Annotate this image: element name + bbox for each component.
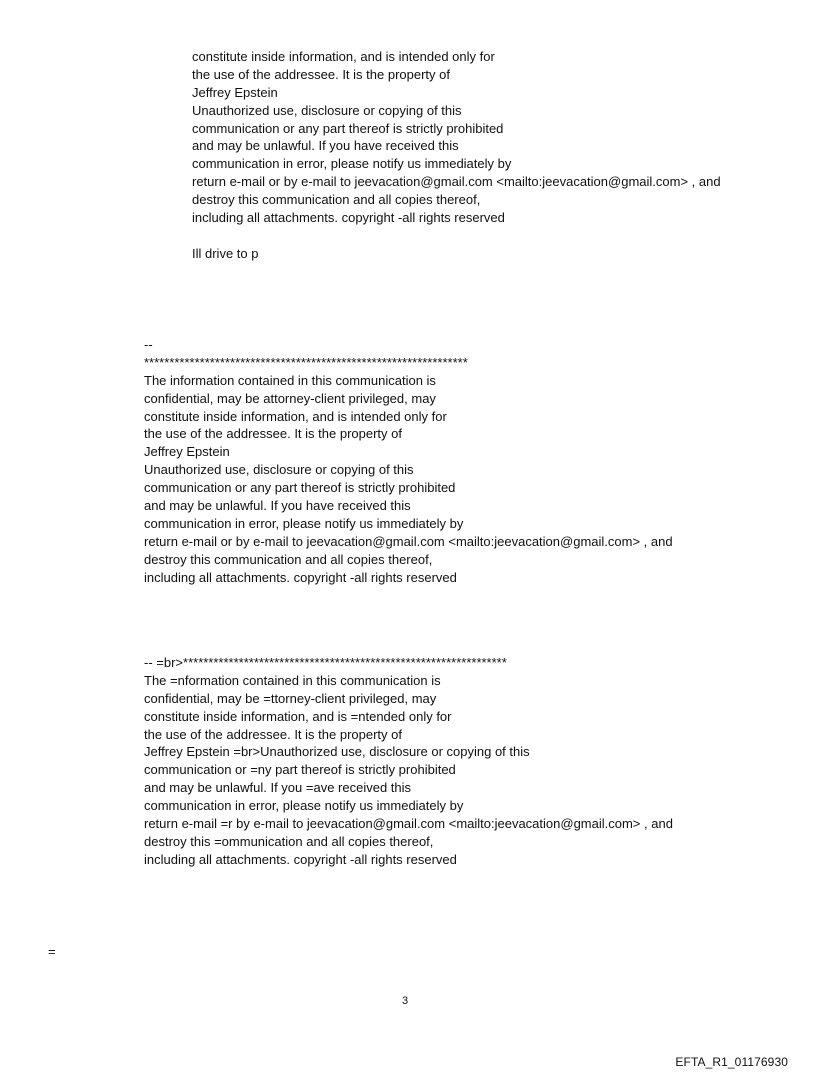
- text-line: Unauthorized use, disclosure or copying of this: [192, 102, 462, 118]
- text-line: and may be unlawful. If you =ave received this: [144, 780, 412, 796]
- text-line: confidential, may be attorney-client privileged, may: [144, 390, 436, 406]
- text-line: Jeffrey Epstein =br>Unauthorized use, disclosure or copying of this: [144, 744, 530, 760]
- text-line: including all attachments. copyright -all rights reserved: [144, 851, 457, 867]
- text-line: and may be unlawful. If you have received this: [192, 138, 459, 154]
- text-line: --: [144, 337, 153, 352]
- text-line: destroy this communication and all copies thereof,: [192, 192, 481, 208]
- text-line: return e-mail or by e-mail to jeevacation@gmail.com <mailto:jeevacation@gmail.com> , and: [144, 533, 673, 549]
- text-line: constitute inside information, and is =ntended only for: [144, 708, 452, 724]
- text-line: including all attachments. copyright -all rights reserved: [144, 569, 457, 585]
- text-line: Jeffrey Epstein: [192, 84, 278, 100]
- text-line: and may be unlawful. If you have received this: [144, 498, 411, 514]
- page-number: 3: [402, 995, 409, 1007]
- text-line: destroy this =ommunication and all copies thereof,: [144, 833, 434, 849]
- text-line: Jeffrey Epstein: [144, 444, 230, 460]
- text-line: return e-mail or by e-mail to jeevacation@gmail.com <mailto:jeevacation@gmail.com> , and: [192, 174, 721, 190]
- text-line: The =nformation contained in this communication is: [144, 672, 441, 688]
- quoted-email-block-top: [192, 48, 721, 263]
- text-line: communication in error, please notify us immediately by: [144, 798, 464, 814]
- text-line: confidential, may be =ttorney-client privileged, may: [144, 690, 437, 706]
- document-id: EFTA_R1_01176930: [675, 1055, 788, 1069]
- text-line: constitute inside information, and is intended only for: [144, 408, 447, 424]
- text-line: communication in error, please notify us immediately by: [144, 515, 464, 531]
- text-line: communication in error, please notify us immediately by: [192, 156, 512, 172]
- text-line: return e-mail =r by e-mail to jeevacation@gmail.com <mailto:jeevacation@gmail.com> , and: [144, 816, 673, 832]
- text-line: communication or any part thereof is strictly prohibited: [192, 120, 504, 136]
- email-disclaimer-block: [144, 336, 673, 586]
- encoded-email-disclaimer-block: [144, 654, 673, 869]
- text-line: destroy this communication and all copies thereof,: [144, 551, 433, 567]
- text-line: the use of the addressee. It is the property of: [144, 726, 402, 742]
- text-line: ****************************************************************: [144, 354, 468, 370]
- text-line: Unauthorized use, disclosure or copying of this: [144, 462, 414, 478]
- stray-equals-sign: =: [48, 944, 56, 959]
- text-line: including all attachments. copyright -all rights reserved: [192, 210, 505, 226]
- text-line: -- =br>****************************************************************: [144, 655, 507, 670]
- text-line: [192, 227, 721, 245]
- text-line: constitute inside information, and is intended only for: [192, 49, 495, 64]
- text-line: The information contained in this communication is: [144, 372, 436, 388]
- text-line: communication or =ny part thereof is strictly prohibited: [144, 762, 456, 778]
- text-line: communication or any part thereof is strictly prohibited: [144, 480, 456, 496]
- text-line: the use of the addressee. It is the property of: [144, 426, 402, 442]
- text-line: Ill drive to p: [192, 245, 259, 261]
- text-line: the use of the addressee. It is the property of: [192, 66, 450, 82]
